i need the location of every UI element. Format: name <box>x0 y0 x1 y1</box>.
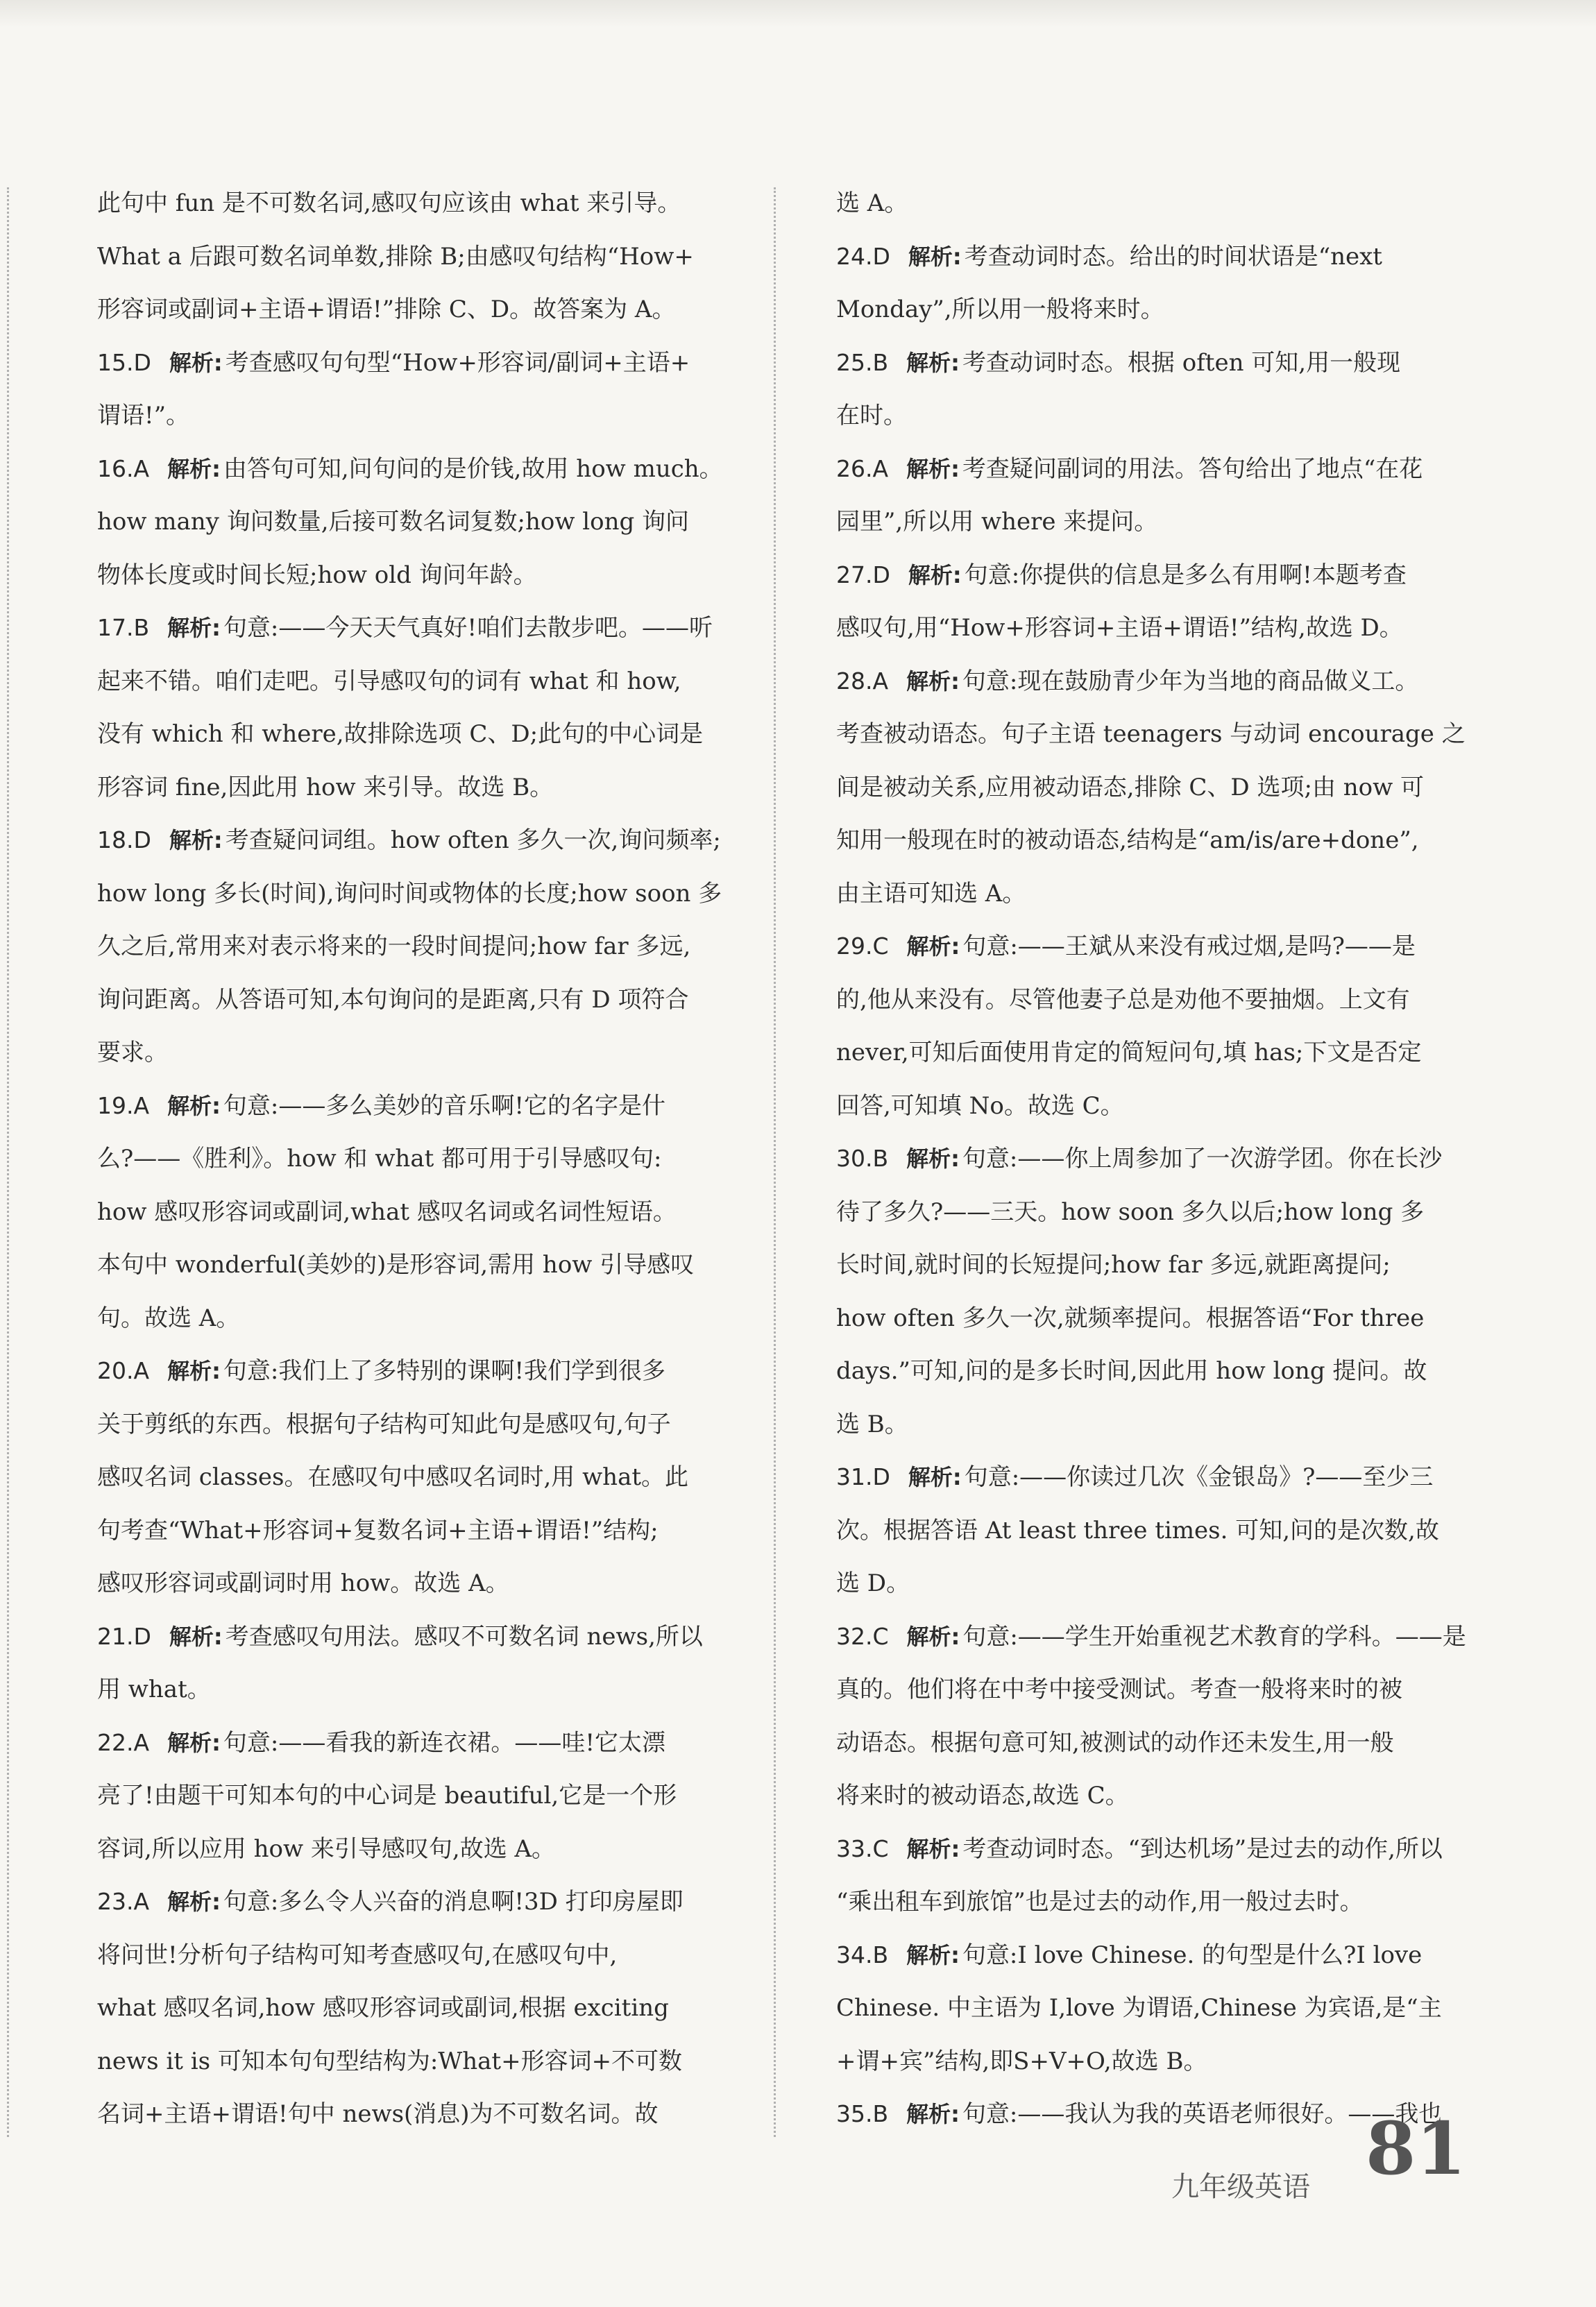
analysis-label: 解析: <box>906 455 960 482</box>
answer-line: 园里”,所以用 where 来提问。 <box>836 508 1158 536</box>
answer-text: 考查感叹句用法。感叹不可数名词 news,所以 <box>225 1622 703 1651</box>
question-number: 29.C <box>836 933 889 960</box>
answer-line: 关于剪纸的东西。根据句子结构可知此句是感叹句,句子 <box>97 1410 671 1438</box>
analysis-label: 解析: <box>167 1889 221 1915</box>
answer-item <box>836 1451 1488 1610</box>
answer-item <box>836 337 1488 443</box>
answer-item <box>836 1132 1488 1451</box>
answer-line: never,可知后面使用肯定的简短问句,填 has;下文是否定 <box>836 1039 1422 1066</box>
question-number: 18.D <box>97 826 151 853</box>
analysis-label: 解析: <box>167 615 221 641</box>
answer-text: 考查感叹句句型“How+形容词/副词+主语+ <box>225 348 690 377</box>
analysis-label: 解析: <box>906 2101 960 2127</box>
question-number: 28.A <box>836 667 889 695</box>
answer-line <box>836 655 1488 708</box>
answer-text: 句意:现在鼓励青少年为当地的商品做义工。 <box>962 667 1419 695</box>
analysis-label: 解析: <box>908 561 962 588</box>
question-number: 35.B <box>836 2100 889 2127</box>
analysis-label: 解析: <box>169 827 223 853</box>
footer-subject: 九年级英语 <box>1171 2171 1310 2203</box>
answer-item <box>836 1610 1488 1823</box>
answer-line <box>97 814 749 867</box>
answer-line: 么?——《胜利》。how 和 what 都可用于引导感叹句: <box>97 1145 662 1173</box>
answer-line: 感叹名词 classes。在感叹句中感叹名词时,用 what。此 <box>97 1463 689 1491</box>
answer-item <box>97 1345 749 1610</box>
answer-line: 句。故选 A。 <box>97 1304 240 1332</box>
answer-line: 动语态。根据句意可知,被测试的动作还未发生,用一般 <box>836 1728 1394 1757</box>
answer-line: 本句中 wonderful(美妙的)是形容词,需用 how 引导感叹 <box>97 1251 695 1279</box>
analysis-label: 解析: <box>906 1835 960 1862</box>
answer-item <box>836 655 1488 921</box>
question-number: 16.A <box>97 454 150 482</box>
question-number: 32.C <box>836 1622 889 1650</box>
answer-line: 要求。 <box>97 1039 168 1066</box>
answer-line: how often 多久一次,就频率提问。根据答语“For three <box>836 1304 1425 1332</box>
column-divider <box>774 187 776 2137</box>
answer-text: 考查动词时态。根据 often 可知,用一般现 <box>962 348 1401 377</box>
answer-line: 久之后,常用来对表示将来的一段时间提问;how far 多远, <box>97 933 691 960</box>
answer-item <box>97 1717 749 1876</box>
answer-item <box>836 443 1488 549</box>
answer-text: 句意:多么令人兴奋的消息啊!3D 打印房屋即 <box>223 1888 684 1916</box>
answer-line: news it is 可知本句句型结构为:What+形容词+不可数 <box>97 2047 683 2075</box>
question-number: 20.A <box>97 1357 150 1384</box>
answer-line <box>97 337 749 390</box>
question-number: 25.B <box>836 348 889 376</box>
answer-text: 句意:——多么美妙的音乐啊!它的名字是什 <box>223 1091 665 1120</box>
question-number: 30.B <box>836 1145 889 1172</box>
analysis-label: 解析: <box>906 1941 960 1968</box>
answer-line <box>836 920 1488 973</box>
analysis-label: 解析: <box>908 1464 962 1490</box>
answer-item <box>97 1080 749 1345</box>
answer-line: 将来时的被动语态,故选 C。 <box>836 1782 1129 1810</box>
answer-text: 考查疑问副词的用法。答句给出了地点“在花 <box>962 454 1423 483</box>
right-column <box>836 177 1488 2141</box>
question-number: 34.B <box>836 1941 889 1968</box>
question-number: 31.D <box>836 1463 890 1490</box>
answer-line: how long 多长(时间),询问时间或物体的长度;how soon 多 <box>97 879 722 908</box>
answer-line: 回答,可知填 No。故选 C。 <box>836 1091 1124 1120</box>
answer-line: 亮了!由题干可知本句的中心词是 beautiful,它是一个形 <box>97 1782 677 1810</box>
answer-text: 句意:I love Chinese. 的句型是什么?I love <box>962 1941 1423 1969</box>
answer-item <box>97 602 749 814</box>
question-number: 27.D <box>836 561 890 588</box>
analysis-label: 解析: <box>906 667 960 695</box>
answer-line: days.”可知,问的是多长时间,因此用 how long 提问。故 <box>836 1357 1427 1385</box>
answer-item <box>97 814 749 1080</box>
question-number: 15.D <box>97 348 151 376</box>
answer-item <box>836 920 1488 1132</box>
answer-line <box>836 230 1488 284</box>
analysis-label: 解析: <box>167 455 221 482</box>
answer-line <box>836 443 1488 496</box>
answer-line <box>836 1132 1488 1186</box>
analysis-label: 解析: <box>167 1358 221 1384</box>
answer-item <box>97 337 749 443</box>
answer-item <box>97 1875 749 2141</box>
answer-line <box>836 1610 1488 1664</box>
answer-line: +谓+宾”结构,即S+V+O,故选 B。 <box>836 2047 1207 2075</box>
answer-line: 考查被动语态。句子主语 teenagers 与动词 encourage 之 <box>836 720 1466 748</box>
analysis-label: 解析: <box>906 1146 960 1172</box>
answer-line <box>97 1610 749 1664</box>
answer-line: 形容词或副词+主语+谓语!”排除 C、D。故答案为 A。 <box>97 296 676 323</box>
answer-line: 形容词 fine,因此用 how 来引导。故选 B。 <box>97 773 554 801</box>
answer-line: 真的。他们将在中考中接受测试。考查一般将来时的被 <box>836 1676 1402 1703</box>
continued-text <box>97 177 749 337</box>
question-number: 22.A <box>97 1728 150 1756</box>
answer-line: 在时。 <box>836 402 907 429</box>
analysis-label: 解析: <box>906 1623 960 1650</box>
answer-line: 将问世!分析句子结构可知考查感叹句,在感叹句中, <box>97 1941 618 1969</box>
answer-line: 选 B。 <box>836 1410 908 1438</box>
answer-line <box>97 602 749 655</box>
answer-line: how 感叹形容词或副词,what 感叹名词或名词性短语。 <box>97 1198 677 1226</box>
answer-text: 考查动词时态。“到达机场”是过去的动作,所以 <box>962 1834 1443 1863</box>
answer-line: 感叹形容词或副词时用 how。故选 A。 <box>97 1569 509 1597</box>
answer-line <box>97 1345 749 1398</box>
answer-line: 由主语可知选 A。 <box>836 879 1026 908</box>
answer-line: 名词+主语+谓语!句中 news(消息)为不可数名词。故 <box>97 2100 659 2128</box>
answer-line: 长时间,就时间的长短提问;how far 多远,就距离提问; <box>836 1251 1391 1279</box>
analysis-label: 解析: <box>908 243 962 270</box>
analysis-label: 解析: <box>169 349 223 376</box>
question-number: 26.A <box>836 454 889 482</box>
answer-line <box>97 1875 749 1929</box>
answer-line: 待了多久?——三天。how soon 多久以后;how long 多 <box>836 1198 1425 1226</box>
answer-line: what 感叹名词,how 感叹形容词或副词,根据 exciting <box>97 1994 669 2022</box>
answer-text: 句意:——今天天气真好!咱们去散步吧。——听 <box>223 614 713 642</box>
analysis-label: 解析: <box>167 1092 221 1119</box>
answer-line: 感叹句,用“How+形容词+主语+谓语!”结构,故选 D。 <box>836 614 1403 642</box>
question-number: 17.B <box>97 614 150 641</box>
answer-line: 容词,所以应用 how 来引导感叹句,故选 A。 <box>97 1834 556 1863</box>
answer-text: 考查动词时态。给出的时间状语是“next <box>964 242 1382 271</box>
answer-line: 起来不错。咱们走吧。引导感叹句的词有 what 和 how, <box>97 667 681 695</box>
answer-line <box>97 443 749 496</box>
answer-line: 用 what。 <box>97 1676 211 1703</box>
question-number: 23.A <box>97 1888 150 1915</box>
answer-text: 由答句可知,问句问的是价钱,故用 how much。 <box>223 454 723 483</box>
answer-line: “乘出租车到旅馆”也是过去的动作,用一般过去时。 <box>836 1888 1364 1916</box>
answer-text: 考查疑问词组。how often 多久一次,询问频率; <box>225 826 721 854</box>
analysis-label: 解析: <box>167 1729 221 1756</box>
answer-line <box>836 549 1488 602</box>
analysis-label: 解析: <box>906 349 960 376</box>
answer-line: 句考查“What+形容词+复数名词+主语+谓语!”结构; <box>97 1516 659 1544</box>
answer-line <box>97 1080 749 1133</box>
answer-item <box>97 1610 749 1717</box>
answer-line <box>836 1929 1488 1982</box>
answer-text: 句意:——你上周参加了一次游学团。你在长沙 <box>962 1145 1443 1173</box>
answer-item <box>97 443 749 602</box>
answer-line: 的,他从来没有。尽管他妻子总是劝他不要抽烟。上文有 <box>836 985 1410 1014</box>
answer-item <box>836 549 1488 655</box>
answer-text: 句意:我们上了多特别的课啊!我们学到很多 <box>223 1357 665 1385</box>
page-number: 81 <box>1366 2106 1466 2191</box>
answer-item <box>836 1929 1488 2088</box>
answer-line: 次。根据答语 At least three times. 可知,问的是次数,故 <box>836 1516 1439 1544</box>
answer-line: 没有 which 和 where,故排除选项 C、D;此句的中心词是 <box>97 720 704 748</box>
continued-text <box>836 177 1488 230</box>
answer-item <box>836 1823 1488 1929</box>
answer-line: 物体长度或时间长短;how old 询问年龄。 <box>97 561 537 589</box>
answer-line: 选 A。 <box>836 189 908 217</box>
answer-line: 谓语!”。 <box>97 402 190 429</box>
answer-line: 知用一般现在时的被动语态,结构是“am/is/are+done”, <box>836 826 1419 854</box>
answer-line: 询问距离。从答语可知,本句询问的是距离,只有 D 项符合 <box>97 985 689 1014</box>
answer-line: Monday”,所以用一般将来时。 <box>836 296 1164 323</box>
answer-text: 句意:——我认为我的英语老师很好。——我也 <box>962 2100 1443 2128</box>
analysis-label: 解析: <box>169 1623 223 1650</box>
left-column <box>97 177 749 2141</box>
answer-line: how many 询问数量,后接可数名词复数;how long 询问 <box>97 508 690 536</box>
answer-text: 句意:——看我的新连衣裙。——哇!它太漂 <box>223 1728 665 1757</box>
answer-line <box>836 337 1488 390</box>
answer-line: 选 D。 <box>836 1569 910 1597</box>
left-margin-rule <box>7 187 9 2137</box>
answer-text: 句意:你提供的信息是多么有用啊!本题考查 <box>964 561 1407 589</box>
answer-text: 句意:——王斌从来没有戒过烟,是吗?——是 <box>962 933 1416 960</box>
answer-item <box>836 230 1488 337</box>
answer-line: What a 后跟可数名词单数,排除 B;由感叹句结构“How+ <box>97 242 694 271</box>
question-number: 33.C <box>836 1834 889 1862</box>
answer-line: 此句中 fun 是不可数名词,感叹句应该由 what 来引导。 <box>97 189 681 217</box>
answer-line <box>836 1451 1488 1504</box>
answer-line <box>836 1823 1488 1876</box>
answer-line: 间是被动关系,应用被动语态,排除 C、D 选项;由 now 可 <box>836 773 1425 801</box>
question-number: 19.A <box>97 1091 150 1119</box>
analysis-label: 解析: <box>906 933 960 960</box>
answer-line <box>97 1717 749 1770</box>
answer-text: 句意:——学生开始重视艺术教育的学科。——是 <box>962 1622 1466 1651</box>
question-number: 21.D <box>97 1622 151 1650</box>
top-edge-shadow <box>0 0 1596 28</box>
question-number: 24.D <box>836 242 890 270</box>
answer-text: 句意:——你读过几次《金银岛》?——至少三 <box>964 1463 1434 1491</box>
answer-line: Chinese. 中主语为 I,love 为谓语,Chinese 为宾语,是“主 <box>836 1994 1442 2022</box>
